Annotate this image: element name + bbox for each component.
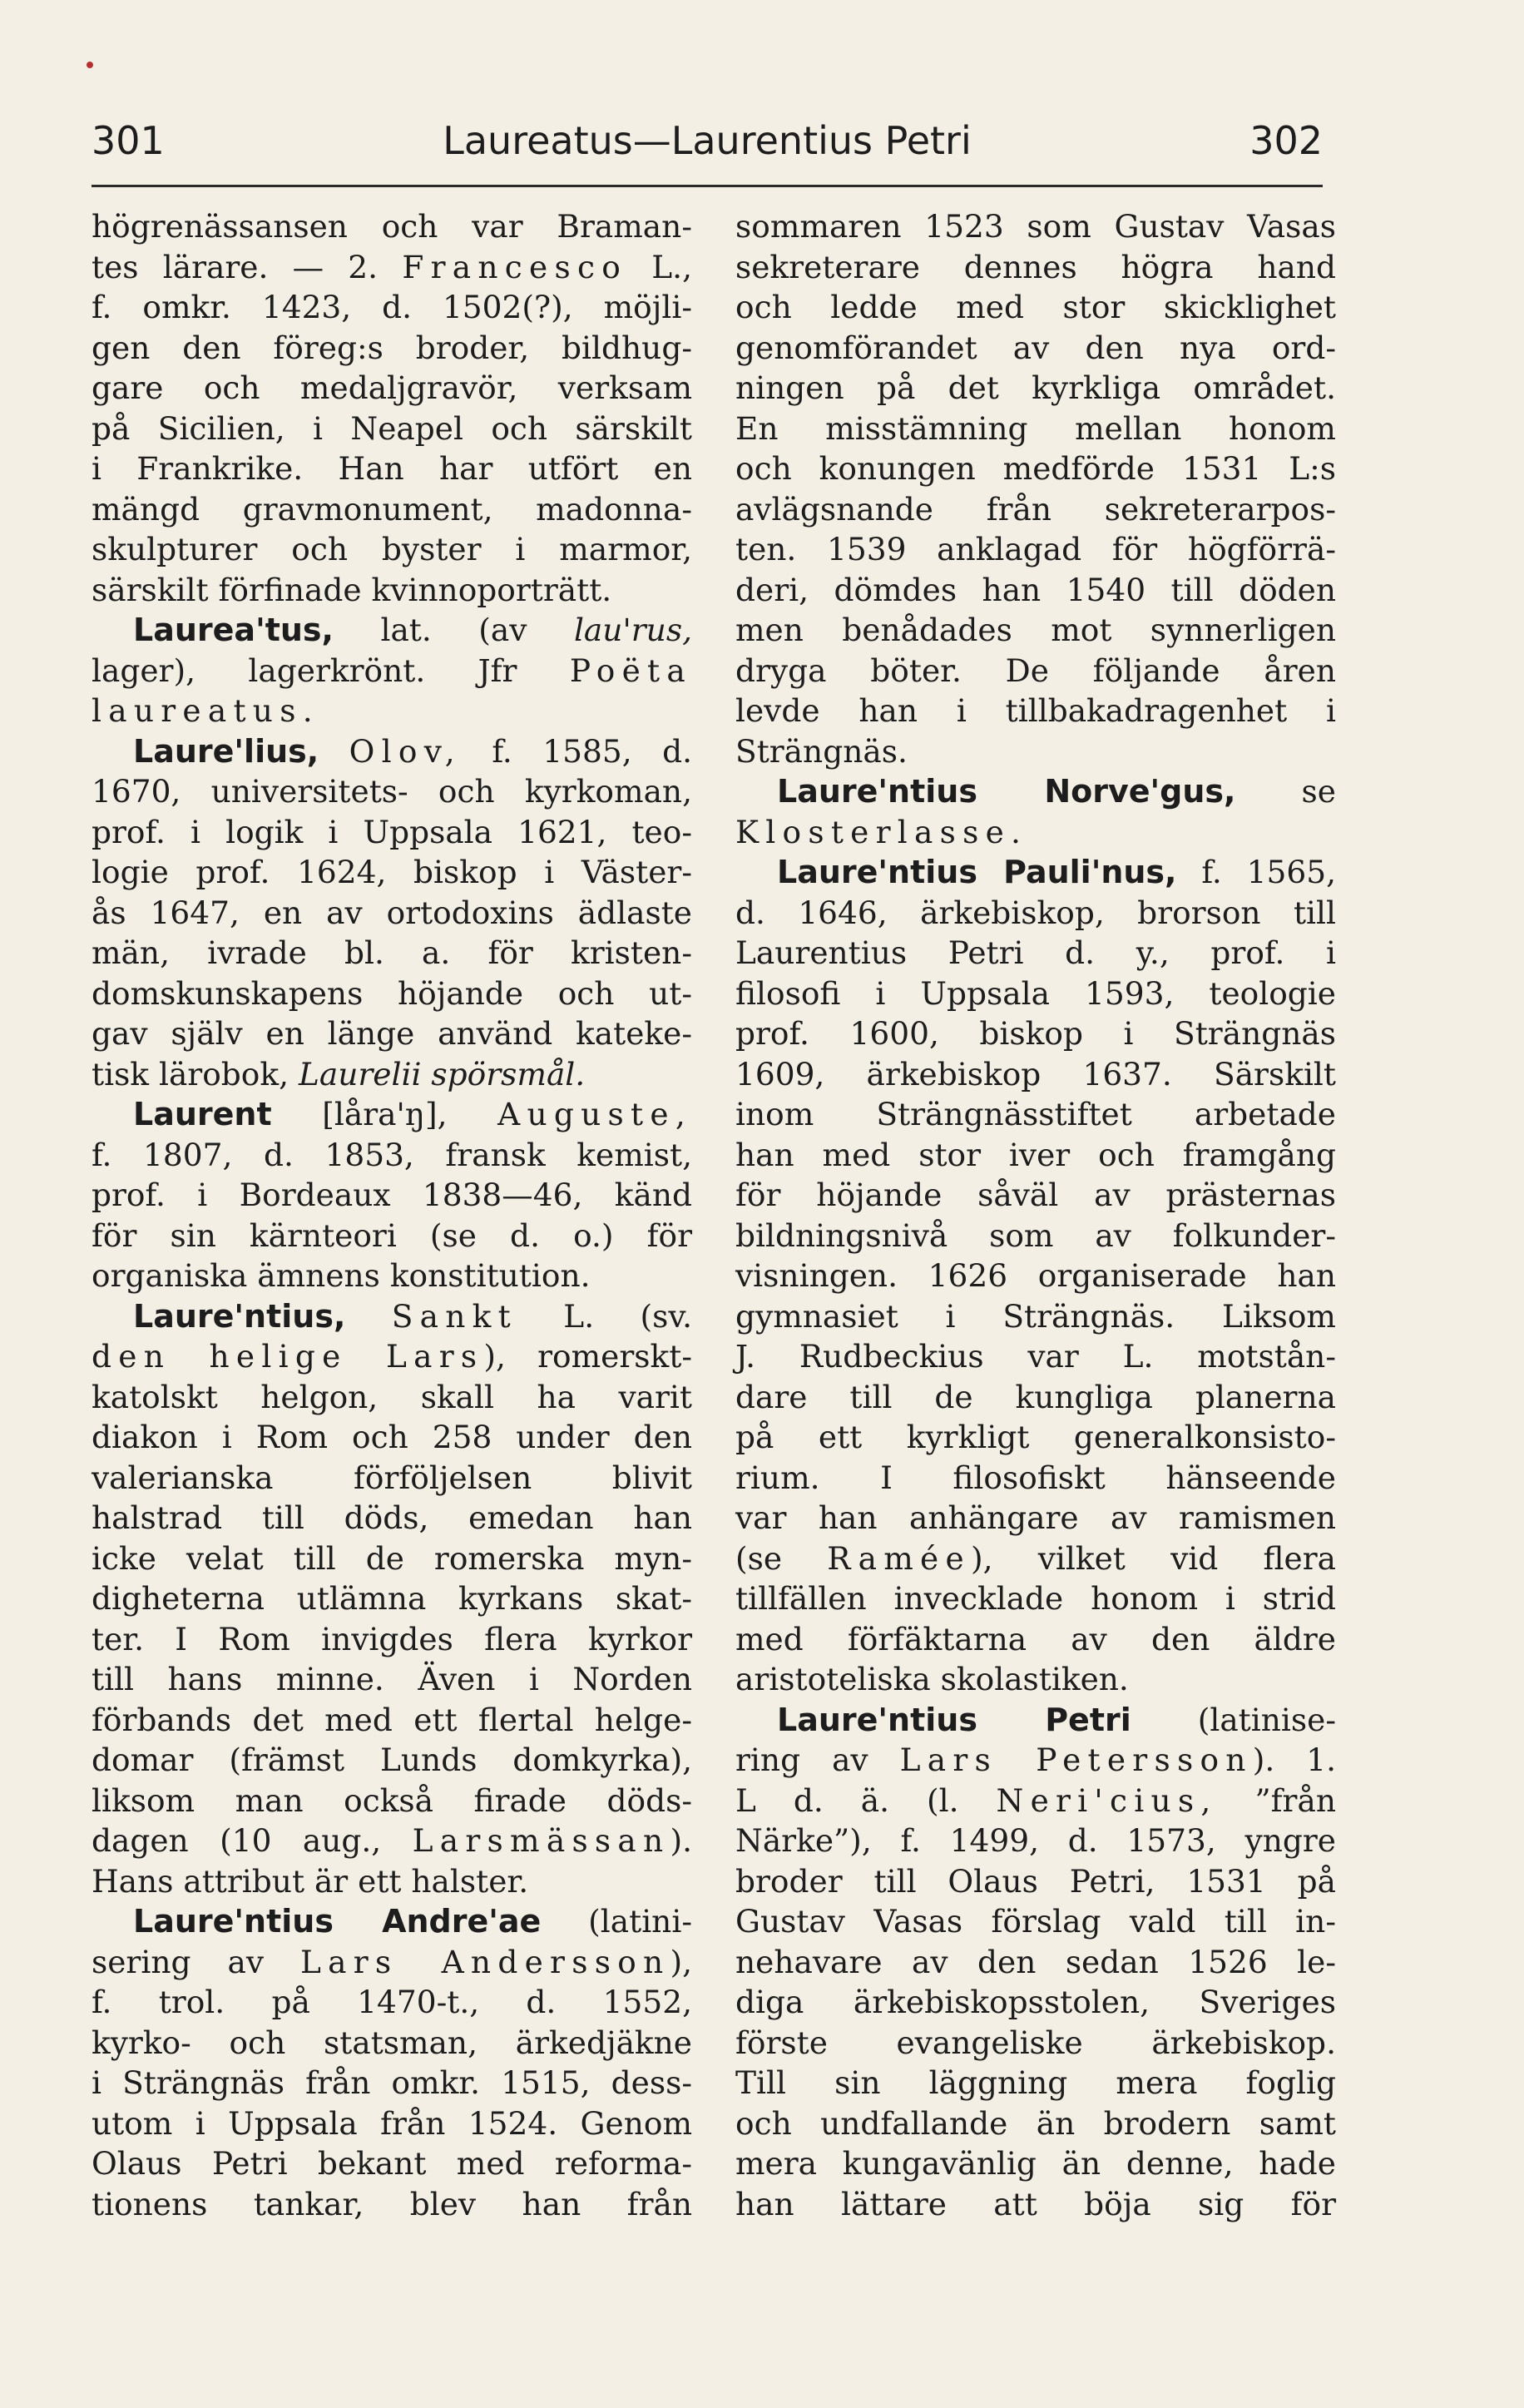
italic-text: lau'rus, xyxy=(573,612,692,648)
text-line: diakon i Rom och 258 under den xyxy=(92,1419,692,1455)
text-line: levde han i tillbakadragenhet i xyxy=(735,692,1336,729)
text-line: men benådades mot synnerligen xyxy=(735,612,1336,648)
text-line xyxy=(92,1942,692,1983)
ink-dot xyxy=(87,62,93,68)
text-run: (latini- xyxy=(541,1903,692,1940)
text-line: på Sicilien, i Neapel och särskilt xyxy=(92,409,692,447)
text-line: och ledde med stor skicklighet xyxy=(735,289,1336,325)
text-line: inom Strängnässtiftet arbetade xyxy=(735,1096,1336,1132)
text-line: deri, dömdes han 1540 till döden xyxy=(735,571,1336,608)
text-run: [låra'ŋ], xyxy=(271,1096,498,1132)
text-line: tillfällen invecklade honom i strid xyxy=(735,1580,1336,1617)
spaced-name: Sankt xyxy=(391,1297,517,1335)
text-line: för sin kärnteori (se d. o.) för xyxy=(92,1216,692,1254)
text-line xyxy=(92,1821,692,1861)
headword: Laure'ntius, xyxy=(133,1297,346,1335)
text-line xyxy=(92,1901,692,1942)
text-line xyxy=(92,1094,692,1135)
text-run: ), vilket vid flera xyxy=(970,1539,1336,1577)
spaced-name: Olov, xyxy=(349,732,462,770)
text-line: på ett kyrkligt generalkonsisto- xyxy=(735,1419,1336,1455)
text-line xyxy=(92,247,692,288)
text-line xyxy=(92,731,692,772)
text-line: organiska ämnens konstitution. xyxy=(92,1257,591,1294)
text-line: ter. I Rom invigdes flera kyrkor xyxy=(92,1620,692,1657)
text-run xyxy=(345,1298,391,1335)
text-run: ), xyxy=(670,1943,692,1980)
left-column xyxy=(92,206,692,2224)
headword: Laure'ntius Norve'gus, xyxy=(777,773,1236,810)
text-line: dare till de kungliga planerna xyxy=(735,1378,1336,1415)
text-line xyxy=(92,1296,692,1337)
text-line: och konungen medförde 1531 L:s xyxy=(735,450,1336,487)
text-line: prof. i logik i Uppsala 1621, teo- xyxy=(92,813,692,850)
text-line: skulpturer och byster i marmor, xyxy=(92,531,692,567)
text-line: diga ärkebiskopsstolen, Sveriges xyxy=(735,1984,1336,2020)
text-line: gare och medaljgravör, verksam xyxy=(92,369,692,406)
text-line: digheterna utlämna kyrkans skat- xyxy=(92,1580,692,1617)
text-line: f. trol. på 1470-t., d. 1552, xyxy=(92,1984,692,2020)
text-line: i Strängnäs från omkr. 1515, dess- xyxy=(92,2064,692,2101)
spaced-name: laureatus. xyxy=(92,692,319,729)
text-line: genomförandet av den nya ord- xyxy=(735,329,1336,366)
text-run: (latinise- xyxy=(1131,1701,1336,1738)
text-run: ”från xyxy=(1217,1781,1336,1819)
text-line: gav själv en länge använd kateke- xyxy=(92,1015,692,1052)
text-line xyxy=(735,1700,1336,1741)
text-line: domskunskapens höjande och ut- xyxy=(92,974,692,1012)
text-line xyxy=(735,812,1336,853)
text-line: Strängnäs. xyxy=(735,732,908,770)
text-line: rium. I filosofiskt hänseende xyxy=(735,1459,1336,1496)
text-line: katolskt helgon, skall ha varit xyxy=(92,1378,692,1415)
spaced-name: Ramée xyxy=(827,1539,971,1577)
text-line: män, ivrade bl. a. för kristen- xyxy=(92,934,692,971)
headword: Laurea'tus, xyxy=(133,612,334,648)
text-line: aristoteliska skolastiken. xyxy=(735,1661,1129,1697)
text-line: prof. i Bordeaux 1838—46, känd xyxy=(92,1177,692,1213)
text-line: till hans minne. Även i Norden xyxy=(92,1661,692,1697)
spaced-name: Larsmässan xyxy=(412,1822,670,1859)
running-header xyxy=(92,118,1323,168)
text-line: f. omkr. 1423, d. 1502(?), möjli- xyxy=(92,289,692,325)
right-page-number: 302 xyxy=(1249,118,1323,163)
text-run: L d. ä. (l. xyxy=(735,1781,997,1819)
text-line: Hans attribut är ett halster. xyxy=(92,1862,529,1900)
text-line: ås 1647, en av ortodoxins ädlaste xyxy=(92,894,692,931)
spaced-name: Neri'cius, xyxy=(996,1781,1218,1819)
text-line: liksom man också firade döds- xyxy=(92,1781,692,1819)
text-line: han lättare att böja sig för xyxy=(735,2185,1336,2222)
spaced-name: Francesco xyxy=(402,248,628,285)
text-line xyxy=(92,1336,692,1377)
text-line: halstrad till döds, emedan han xyxy=(92,1499,692,1536)
headword: Laurent xyxy=(133,1096,272,1132)
text-line: f. 1807, d. 1853, fransk kemist, xyxy=(92,1136,692,1173)
text-line xyxy=(735,771,1336,812)
text-line: förste evangeliske ärkebiskop. xyxy=(735,2024,1336,2061)
text-run: ). 1. xyxy=(1252,1742,1337,1778)
spaced-name: Lars Andersson xyxy=(299,1943,670,1980)
header-rule xyxy=(92,185,1323,187)
text-line: dryga böter. De följande åren xyxy=(735,652,1336,689)
text-line: ningen på det kyrkliga området. xyxy=(735,369,1336,406)
text-line: filosofi i Uppsala 1593, teologie xyxy=(735,974,1336,1012)
text-line: Laurentius Petri d. y., prof. i xyxy=(735,934,1336,971)
text-line xyxy=(735,1538,1336,1579)
text-run: L., xyxy=(627,248,693,285)
text-line: högrenässansen och var Braman- xyxy=(92,208,692,245)
text-line xyxy=(92,1054,692,1095)
text-run: ring av xyxy=(735,1742,900,1778)
text-line: nehavare av den sedan 1526 le- xyxy=(735,1943,1336,1980)
text-line: förbands det med ett flertal helge- xyxy=(92,1701,692,1738)
text-line: med förfäktarna av den äldre xyxy=(735,1620,1336,1657)
text-line: prof. 1600, biskop i Strängnäs xyxy=(735,1015,1336,1052)
text-run: se xyxy=(1235,773,1336,810)
text-run: tes lärare. — 2. xyxy=(92,248,403,285)
text-line xyxy=(92,610,692,651)
text-line: En misstämning mellan honom xyxy=(735,409,1336,447)
left-page-number: 301 xyxy=(92,118,165,163)
text-line: 1670, universitets- och kyrkoman, xyxy=(92,773,692,810)
text-line xyxy=(735,1781,1336,1821)
headword: Laure'ntius Petri xyxy=(777,1701,1131,1738)
text-run: dagen (10 aug., xyxy=(92,1822,413,1859)
text-line: visningen. 1626 organiserade han xyxy=(735,1257,1336,1294)
text-line: Till sin läggning mera foglig xyxy=(735,2064,1336,2101)
text-line xyxy=(92,691,692,731)
text-line: gymnasiet i Strängnäs. Liksom xyxy=(735,1297,1336,1335)
header-title: Laureatus—Laurentius Petri xyxy=(443,118,972,163)
text-line: och undfallande än brodern samt xyxy=(735,2104,1336,2142)
italic-text: Laurelii spörsmål. xyxy=(298,1055,586,1093)
text-run: tisk lärobok, xyxy=(92,1055,299,1093)
text-line xyxy=(735,1740,1336,1781)
spaced-name: Auguste, xyxy=(497,1096,692,1132)
text-line: mängd gravmonument, madonna- xyxy=(92,490,692,528)
text-line: Olaus Petri bekant med reforma- xyxy=(92,2145,692,2182)
text-line: mera kungavänlig än denne, hade xyxy=(735,2145,1336,2182)
headword: Laure'lius, xyxy=(133,732,319,770)
spaced-name: Lars Petersson xyxy=(899,1742,1253,1778)
spaced-name: Poëta xyxy=(569,652,692,689)
text-run: (se xyxy=(735,1539,828,1577)
text-run: lat. (av xyxy=(333,612,574,648)
text-line: d. 1646, ärkebiskop, brorson till xyxy=(735,894,1336,931)
text-line xyxy=(92,651,692,691)
text-run xyxy=(319,733,349,770)
headword: Laure'ntius Andre'ae xyxy=(133,1903,542,1940)
text-run: sering av xyxy=(92,1943,300,1980)
text-line: icke velat till de romerska myn- xyxy=(92,1539,692,1577)
text-line: valerianska förföljelsen blivit xyxy=(92,1459,692,1496)
text-line: särskilt förfinade kvinnoporträtt. xyxy=(92,571,612,608)
text-line: tionens tankar, blev han från xyxy=(92,2185,692,2222)
headword: Laure'ntius Pauli'nus, xyxy=(777,854,1177,890)
text-run: f. 1585, d. xyxy=(461,732,692,770)
text-line: Gustav Vasas förslag vald till in- xyxy=(735,1903,1336,1940)
text-line: var han anhängare av ramismen xyxy=(735,1499,1336,1536)
text-line: gen den föreg:s broder, bildhug- xyxy=(92,329,692,366)
text-line: för höjande såväl av prästernas xyxy=(735,1177,1336,1213)
text-line: avlägsnande från sekreterarpos- xyxy=(735,490,1336,528)
text-line: J. Rudbeckius var L. motstån- xyxy=(735,1338,1336,1375)
text-line: han med stor iver och framgång xyxy=(735,1136,1336,1173)
right-column xyxy=(735,206,1336,2224)
text-line: Närke”), f. 1499, d. 1573, yngre xyxy=(735,1822,1336,1859)
text-line xyxy=(735,852,1336,893)
text-run: f. 1565, xyxy=(1176,854,1336,890)
text-line: ten. 1539 anklagad för högförrä- xyxy=(735,531,1336,567)
spaced-name: den helige Lars xyxy=(92,1338,484,1375)
text-line: utom i Uppsala från 1524. Genom xyxy=(92,2104,692,2142)
text-line: broder till Olaus Petri, 1531 på xyxy=(735,1862,1336,1900)
text-line: kyrko- och statsman, ärkedjäkne xyxy=(92,2024,692,2061)
text-run: lager), lagerkrönt. Jfr xyxy=(92,652,570,689)
text-line: logie prof. 1624, biskop i Väster- xyxy=(92,854,692,890)
text-line: domar (främst Lunds domkyrka), xyxy=(92,1742,692,1778)
text-run: ), romerskt- xyxy=(483,1338,692,1375)
text-line: sommaren 1523 som Gustav Vasas xyxy=(735,208,1336,245)
text-run: L. (sv. xyxy=(517,1297,692,1335)
spaced-name: Klosterlasse. xyxy=(735,813,1028,850)
text-line: bildningsnivå som av folkunder- xyxy=(735,1216,1336,1254)
text-line: 1609, ärkebiskop 1637. Särskilt xyxy=(735,1055,1336,1093)
text-line: i Frankrike. Han har utfört en xyxy=(92,450,692,487)
text-line: sekreterare dennes högra hand xyxy=(735,248,1336,285)
text-run: ). xyxy=(670,1822,692,1859)
